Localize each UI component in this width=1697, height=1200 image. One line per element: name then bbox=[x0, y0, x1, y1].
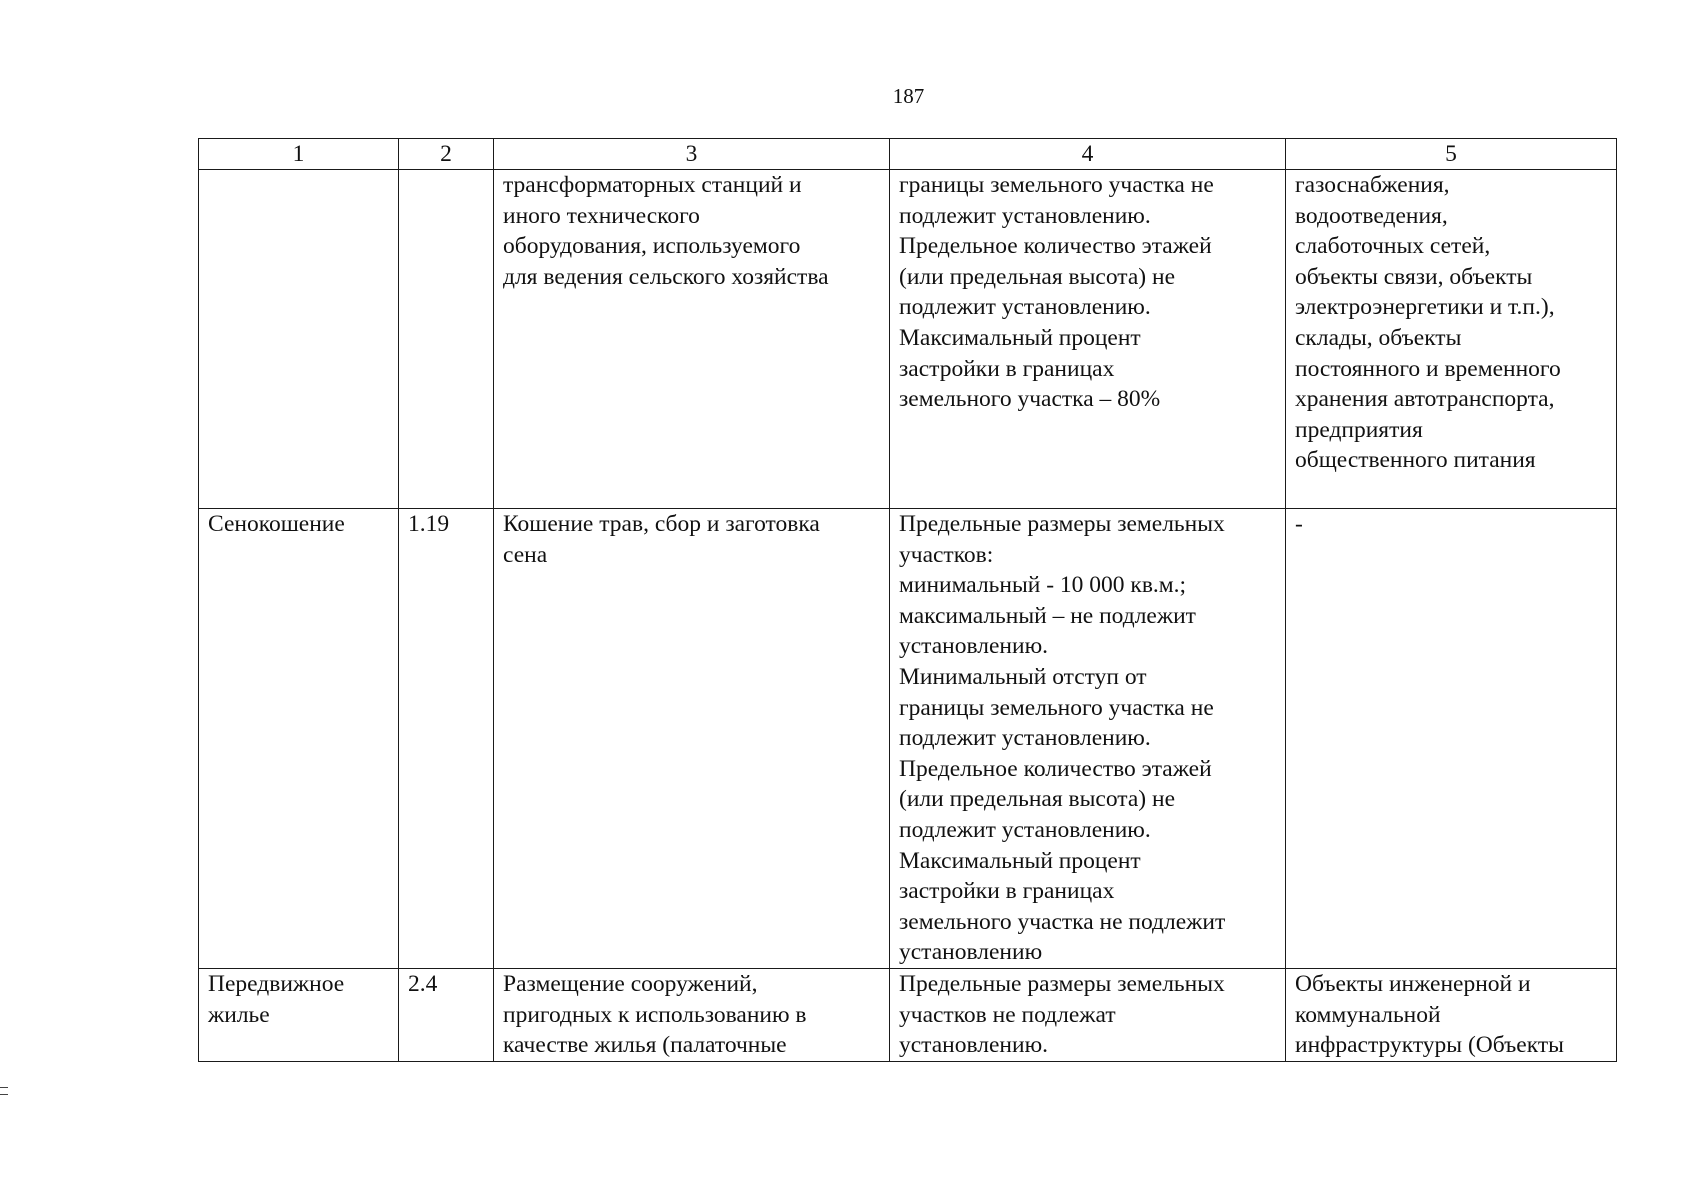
cell-use-code: 1.19 bbox=[399, 509, 494, 969]
header-col-5: 5 bbox=[1286, 139, 1617, 170]
cell-use-description: Размещение сооружений, пригодных к использованию в качестве жилья (палаточные bbox=[494, 968, 890, 1061]
cell-parameters: границы земельного участка не подлежит установлению. Предельное количество этажей (или предельная высота) не подлежит установлению. Максимальный процент застройки в границах земельного участка – 80% bbox=[890, 170, 1286, 509]
cell-use-name: Передвижное жилье bbox=[199, 968, 399, 1061]
header-col-4: 4 bbox=[890, 139, 1286, 170]
table-row bbox=[199, 170, 1617, 509]
cell-auxiliary-uses: газоснабжения, водоотведения, слаботочных сетей, объекты связи, объекты электроэнергетики и т.п.), склады, объекты постоянного и временного хранения автотранспорта, предприятия общественного питания bbox=[1286, 170, 1617, 509]
cell-auxiliary-uses: - bbox=[1286, 509, 1617, 969]
cell-use-code: 2.4 bbox=[399, 968, 494, 1061]
header-col-3: 3 bbox=[494, 139, 890, 170]
header-col-2: 2 bbox=[399, 139, 494, 170]
cell-use-description: трансформаторных станций и иного технического оборудования, используемого для ведения сельского хозяйства bbox=[494, 170, 890, 509]
table-row bbox=[199, 509, 1617, 969]
header-col-1: 1 bbox=[199, 139, 399, 170]
table-row bbox=[199, 968, 1617, 1061]
cell-parameters: Предельные размеры земельных участков не подлежат установлению. bbox=[890, 968, 1286, 1061]
cell-auxiliary-uses: Объекты инженерной и коммунальной инфраструктуры (Объекты bbox=[1286, 968, 1617, 1061]
regulations-table bbox=[198, 138, 1617, 1062]
cell-parameters: Предельные размеры земельных участков: минимальный - 10 000 кв.м.; максимальный – не подлежит установлению. Минимальный отступ от границы земельного участка не подлежит установлению. Предельное количество этажей (или предельная высота) не подлежит установлению. Максимальный процент застройки в границах земельного участка не подлежит установлению bbox=[890, 509, 1286, 969]
table-header bbox=[199, 139, 1617, 170]
header-row bbox=[199, 139, 1617, 170]
cell-use-name bbox=[199, 170, 399, 509]
margin-mark bbox=[0, 1087, 8, 1095]
table-body bbox=[199, 170, 1617, 1062]
cell-use-description: Кошение трав, сбор и заготовка сена bbox=[494, 509, 890, 969]
cell-use-name: Сенокошение bbox=[199, 509, 399, 969]
page-number: 187 bbox=[892, 84, 925, 108]
cell-use-code bbox=[399, 170, 494, 509]
